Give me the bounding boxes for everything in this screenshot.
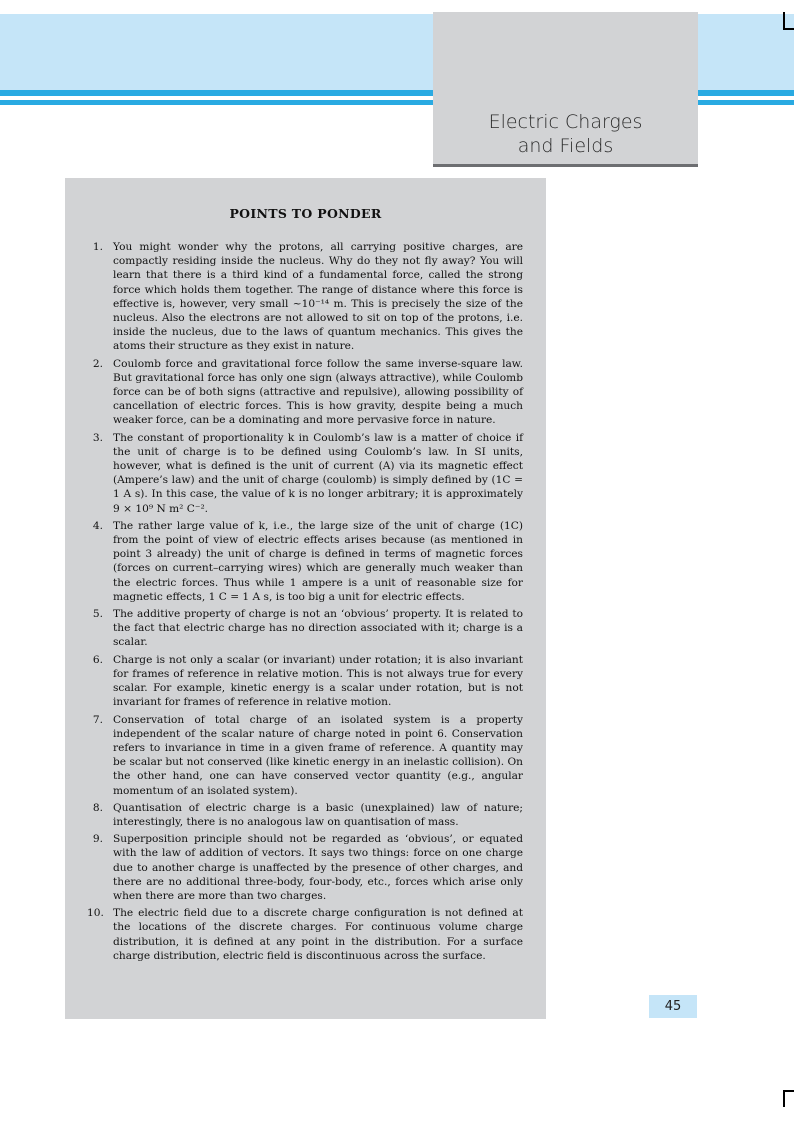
point-item — [87, 431, 523, 516]
point-number: 6. — [92, 653, 103, 666]
point-item — [87, 240, 523, 354]
point-item — [87, 832, 523, 903]
crop-mark-bottom-vertical — [783, 1090, 785, 1107]
point-text: The constant of proportionality k in Coulomb’s law is a matter of choice if the unit of charge is to be defined using Coulomb’s law. In SI units, however, what is defined is the unit of current (A) via its magnetic effect (Ampere’s law) and the unit of charge (coulomb) is simply defined by (1C = 1 A s). In this case, the value of k is no longer arbitrary; it is approximately 9 × 10⁹ N m² C⁻². — [113, 431, 523, 515]
point-number: 2. — [92, 357, 103, 370]
point-text: Superposition principle should not be regarded as ‘obvious’, or equated with the law of addition of vectors. It says two things: force on one charge due to another charge is unaffected by the presence of other charges, and there are no additional three-body, four-body, etc., forces which arise only when there are more than two charges. — [113, 833, 523, 902]
chapter-title-line1: Electric Charges — [488, 111, 643, 133]
point-item — [87, 713, 523, 798]
point-number: 1. — [92, 241, 103, 253]
point-text: You might wonder why the protons, all carrying positive charges, are compactly residing inside the nucleus. Why do they not fly away? You will learn that there is a third kind of a fundamental force, called the strong force which holds them together. The range of distance where this force is effective is, however, very small ~10⁻¹⁴ m. This is precisely the size of the nucleus. Also the electrons are not allowed to sit on top of the protons, i.e. inside the nucleus, due to the laws of quantum mechanics. This gives the atoms their structure as they exist in nature. — [113, 241, 523, 353]
crop-mark-top-horizontal — [783, 28, 794, 30]
point-item — [87, 519, 523, 604]
point-number: 7. — [92, 713, 103, 726]
point-number: 9. — [92, 833, 103, 846]
point-text: Charge is not only a scalar (or invariant) under rotation; it is also invariant for frames of reference in relative motion. This is not always true for every scalar. For example, kinetic energy is a scalar under rotation, but is not invariant for frames of reference in relative motion. — [113, 653, 523, 709]
point-item — [87, 357, 523, 428]
page-number: 45 — [649, 995, 697, 1018]
point-text: The rather large value of k, i.e., the large size of the unit of charge (1C) from the point of view of electric effects arises because (as mentioned in point 3 already) the unit of charge is defined in terms of magnetic forces (forces on current–carrying wires) which are generally much weaker than the electric forces. Thus while 1 ampere is a unit of reasonable size for magnetic effects, 1 C = 1 A s, is too big a unit for electric effects. — [113, 519, 523, 603]
point-number: 8. — [92, 801, 103, 814]
point-number: 4. — [92, 519, 103, 532]
point-item — [87, 801, 523, 829]
point-text: The additive property of charge is not an ‘obvious’ property. It is related to the fact that electric charge has no direction associated with it; charge is a scalar. — [113, 608, 523, 649]
chapter-title-box — [433, 12, 698, 167]
point-item — [87, 607, 523, 650]
point-number: 5. — [92, 608, 103, 621]
point-number: 3. — [92, 431, 103, 444]
point-text: Quantisation of electric charge is a basic (unexplained) law of nature; interestingly, there is no analogous law on quantisation of mass. — [113, 801, 523, 828]
points-to-ponder-box — [65, 178, 546, 1019]
chapter-title — [433, 110, 698, 158]
points-list — [87, 240, 523, 966]
crop-mark-bottom-horizontal — [783, 1090, 794, 1092]
point-text: The electric field due to a discrete charge configuration is not defined at the locations of the discrete charges. For continuous volume charge distribution, it is defined at any point in the distribution. For a surface charge distribution, electric field is discontinuous across the surface. — [113, 907, 523, 962]
point-text: Coulomb force and gravitational force follow the same inverse-square law. But gravitational force has only one sign (always attractive), while Coulomb force can be of both signs (attractive and repulsive), allowing possibility of cancellation of electric forces. This is how gravity, despite being a much weaker force, can be a dominating and more pervasive force in nature. — [113, 357, 523, 427]
point-item — [87, 906, 523, 963]
point-number: 10. — [87, 907, 104, 920]
point-item — [87, 653, 523, 710]
box-title: POINTS TO PONDER — [229, 206, 382, 221]
chapter-title-line2: and Fields — [517, 135, 614, 157]
point-text: Conservation of total charge of an isolated system is a property independent of the scalar nature of charge noted in point 6. Conservation refers to invariance in time in a given frame of reference. A quantity may be scalar but not conserved (like kinetic energy in an inelastic collision). On the other hand, one can have conserved vector quantity (e.g., angular momentum of an isolated system). — [113, 713, 523, 797]
